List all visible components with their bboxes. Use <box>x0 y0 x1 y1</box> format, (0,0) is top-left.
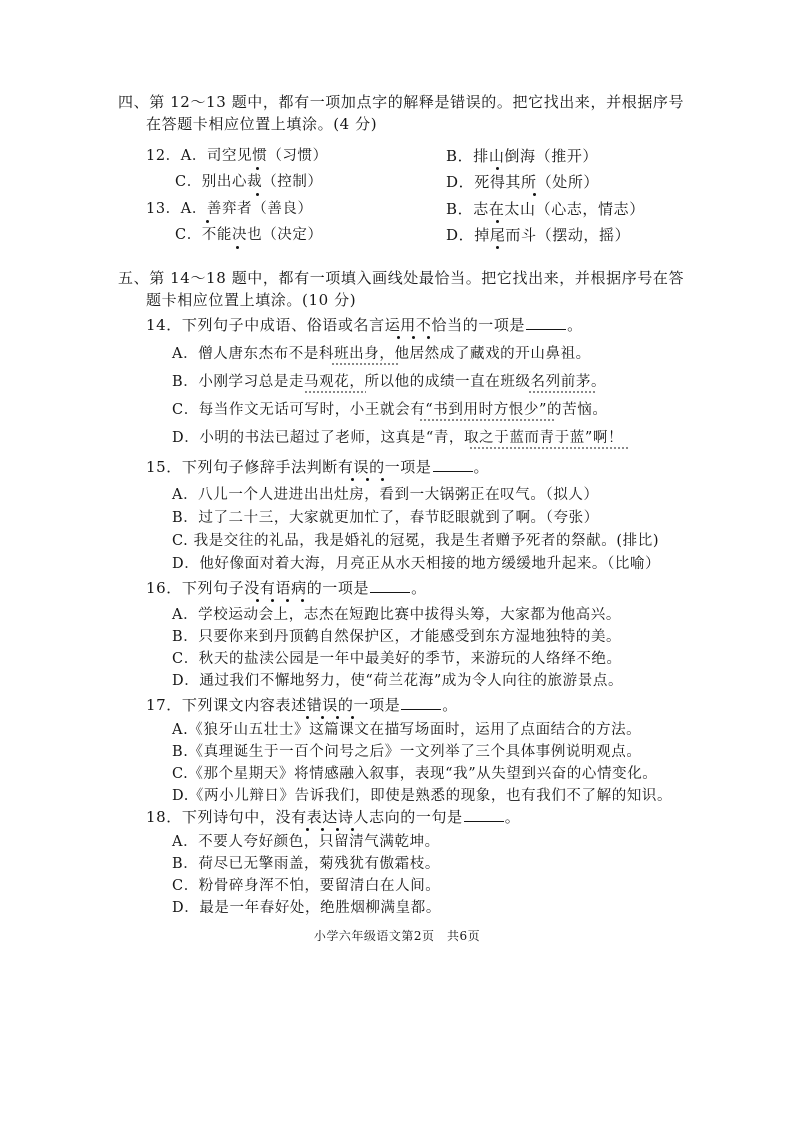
emphasis-dot <box>271 599 274 602</box>
q16-option-a: A．学校运动会上，志杰在短跑比赛中拔得头筹，大家都为他高兴。 <box>172 607 621 623</box>
emphasis-dot <box>306 828 309 831</box>
emphasis-dot <box>321 716 324 719</box>
q16-option-c: C．秋天的盐渎公园是一年中最美好的季节，来游玩的人络绎不绝。 <box>172 651 622 667</box>
emphasis-dot <box>366 478 369 481</box>
section4-heading-line1: 四、第 12～13 题中，都有一项加点字的解释是错误的。把它找出来，并根据序号 <box>118 93 685 111</box>
answer-blank <box>401 695 441 710</box>
q17-option-c: C.《那个星期天》将情感融入叙事，表现“我”从失望到兴奋的心情变化。 <box>172 766 658 782</box>
q16-stem <box>146 578 427 598</box>
emphasis-dot <box>256 599 259 602</box>
q16-stem-text: 16．下列句子没有语病的一项是 <box>146 579 370 597</box>
q12-option-d: D．死得其所（处所） <box>446 173 600 191</box>
answer-blank <box>464 807 504 822</box>
stem-period: 。 <box>473 458 490 476</box>
q12-option-c: C．别出心裁（控制） <box>175 174 323 190</box>
answer-blank <box>370 578 410 593</box>
q16-option-b: B．只要你来到丹顶鹤自然保护区，才能感受到东方湿地独特的美。 <box>172 629 622 645</box>
q12-option-b: B．排山倒海（推开） <box>446 147 599 165</box>
q15-option-d: D．他好像面对着大海，月亮正从水天相接的地方缓缓地升起来。（比喻） <box>172 556 661 572</box>
emphasis-dot <box>306 716 309 719</box>
q17-option-b: B.《真理诞生于一百个问号之后》一文列举了三个具体事例说明观点。 <box>172 744 642 760</box>
q14-option-a: A．僧人唐东杰布不是科班出身，他居然成了藏戏的开山鼻祖。 <box>172 346 591 362</box>
answer-blank <box>433 457 473 472</box>
q14-option-c: C．每当作文无话可写时，小王就会有“书到用时方恨少”的苦恼。 <box>172 402 608 418</box>
emphasis-dot <box>286 599 289 602</box>
emphasis-dot <box>301 599 304 602</box>
stem-period: 。 <box>567 316 583 334</box>
emphasis-dot <box>351 716 354 719</box>
emphasis-dot <box>381 478 384 481</box>
q18-stem <box>146 807 520 827</box>
q17-option-a: A.《狼牙山五壮士》这篇课文在描写场面时，运用了点面结合的方法。 <box>172 722 642 738</box>
q17-stem <box>146 695 458 715</box>
emphasis-dot <box>321 828 324 831</box>
q14-option-b: B．小刚学习总是走马观花，所以他的成绩一直在班级名列前茅。 <box>172 374 607 390</box>
emphasis-dot <box>351 478 354 481</box>
q13-option-c: C．不能决也（决定） <box>175 227 323 243</box>
stem-period: 。 <box>411 579 427 597</box>
emphasis-dot <box>351 828 354 831</box>
section5-heading-line2: 题卡相应位置上填涂。(10 分) <box>146 291 357 309</box>
q18-option-c: C．粉骨碎身浑不怕，要留清白在人间。 <box>172 878 441 894</box>
section4-heading-line2: 在答题卡相应位置上填涂。(4 分) <box>146 115 378 133</box>
q17-option-d: D.《两小儿辩日》告诉我们，即使是熟悉的现象，也有我们不了解的知识。 <box>172 788 673 804</box>
q15-option-a: A．八儿一个人进进出出灶房，看到一大锅粥正在叹气。（拟人） <box>172 487 599 503</box>
q18-option-d: D．最是一年春好处，绝胜烟柳满皇都。 <box>172 900 441 916</box>
emphasis-dot <box>336 828 339 831</box>
stem-period: 。 <box>442 696 458 714</box>
q17-stem-text: 17．下列课文内容表述错误的一项是 <box>146 696 401 714</box>
q18-stem-text: 18．下列诗句中，没有表达诗人志向的一句是 <box>146 808 463 826</box>
q12-option-a: 12．A．司空见惯（习惯） <box>146 148 328 164</box>
q13-option-b: B．志在太山（心志，情志） <box>446 200 645 218</box>
q13-option-d: D．掉尾而斗（摆动，摇） <box>446 226 631 244</box>
q15-stem <box>146 457 489 477</box>
q13-option-a: 13．A．善弈者（善良） <box>146 201 313 217</box>
q16-option-d: D．通过我们不懈地努力，使“荷兰花海”成为令人向往的旅游景点。 <box>172 673 624 689</box>
q15-stem-text: 15．下列句子修辞手法判断有误的一项是 <box>146 458 432 476</box>
q14-option-d: D．小明的书法已超过了老师，这真是“青，取之于蓝而青于蓝”啊！ <box>172 430 624 446</box>
page-footer: 小学六年级语文第2页 共6页 <box>313 929 481 943</box>
section5-heading-line1: 五、第 14～18 题中，都有一项填入画线处最恰当。把它找出来，并根据序号在答 <box>118 269 685 287</box>
q14-stem-text: 14．下列句子中成语、俗语或名言运用不恰当的一项是 <box>146 316 526 334</box>
emphasis-dot <box>336 716 339 719</box>
stem-period: 。 <box>504 808 521 826</box>
q18-option-b: B．荷尽已无擎雨盖，菊残犹有傲霜枝。 <box>172 856 440 872</box>
q15-option-b: B．过了二十三，大家就更加忙了，春节眨眼就到了啊。（夸张） <box>172 510 599 526</box>
q18-option-a: A．不要人夸好颜色，只留清气满乾坤。 <box>172 834 440 850</box>
q15-option-c: C. 我是交往的礼品，我是婚礼的冠冕，我是生者赠予死者的祭献。(排比) <box>172 533 660 549</box>
